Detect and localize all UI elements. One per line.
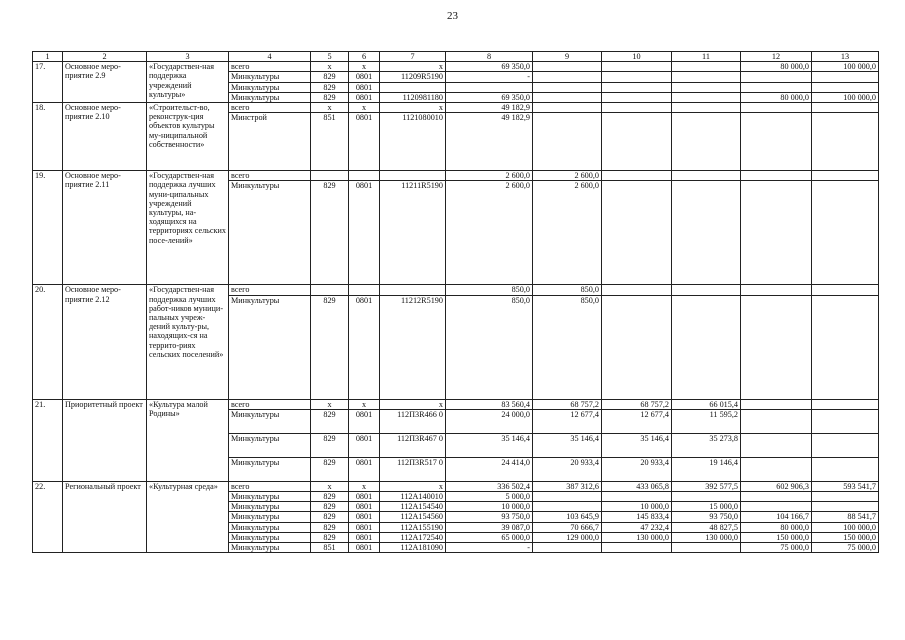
executor: Минстрой [229,113,311,171]
column-number-8: 8 [446,52,533,62]
amount-col-13: 593 541,7 [812,481,879,491]
amount-col-11 [672,181,741,285]
section-code: 0801 [349,532,380,542]
section-code [349,285,380,295]
column-number-3: 3 [147,52,229,62]
table-row [33,62,879,72]
amount-col-11 [672,492,741,502]
measure-name: Основное меро-приятие 2.10 [63,103,147,171]
column-number-1: 1 [33,52,63,62]
amount-col-12: 80 000,0 [741,92,812,102]
amount-col-9: 35 146,4 [533,433,602,457]
amount-col-8: 2 600,0 [446,181,533,285]
amount-col-11 [672,543,741,553]
target-article [380,285,446,295]
amount-col-8: 49 182,9 [446,103,533,113]
target-article: 1121080010 [380,113,446,171]
amount-col-11: 48 827,5 [672,522,741,532]
row-number: 19. [33,171,63,285]
amount-col-9 [533,62,602,72]
amount-col-12 [741,433,812,457]
grbs-code: 829 [311,433,349,457]
section-code: 0801 [349,543,380,553]
column-number-5: 5 [311,52,349,62]
amount-col-10 [602,72,672,82]
target-article: 112А154560 [380,512,446,522]
grbs-code: 829 [311,492,349,502]
amount-col-10 [602,62,672,72]
section-code: х [349,399,380,409]
amount-col-13: 100 000,0 [812,92,879,102]
amount-col-9: 2 600,0 [533,171,602,181]
amount-col-9: 129 000,0 [533,532,602,542]
target-article: 11211R5190 [380,181,446,285]
amount-col-13: 75 000,0 [812,543,879,553]
amount-col-12 [741,72,812,82]
column-number-9: 9 [533,52,602,62]
executor: Минкультуры [229,181,311,285]
target-article: 112А154540 [380,502,446,512]
amount-col-12 [741,409,812,433]
executor: Минкультуры [229,543,311,553]
amount-col-9: 20 933,4 [533,457,602,481]
section-code: х [349,62,380,72]
column-number-4: 4 [229,52,311,62]
table-row [33,285,879,295]
amount-col-12 [741,295,812,399]
amount-col-8: 850,0 [446,295,533,399]
row-number: 22. [33,481,63,552]
measure-name: Приоритетный проект [63,399,147,481]
executor: Минкультуры [229,82,311,92]
grbs-code: 829 [311,502,349,512]
column-number-7: 7 [380,52,446,62]
amount-col-13 [812,72,879,82]
measure-name: Основное меро-приятие 2.12 [63,285,147,399]
amount-col-11: 392 577,5 [672,481,741,491]
grbs-code: 829 [311,92,349,102]
amount-col-11 [672,82,741,92]
amount-col-11: 11 595,2 [672,409,741,433]
amount-col-12 [741,181,812,285]
amount-col-13: 88 541,7 [812,512,879,522]
amount-col-9 [533,72,602,82]
amount-col-12: 602 906,3 [741,481,812,491]
amount-col-8: 336 502,4 [446,481,533,491]
column-number-13: 13 [812,52,879,62]
amount-col-11 [672,295,741,399]
amount-col-12 [741,285,812,295]
grbs-code: 829 [311,72,349,82]
measure-description: «Государствен-ная поддержка лучших муни-ципальных учреждений культуры, на-ходящихся на территориях сельских посе-лений» [147,171,229,285]
column-number-2: 2 [63,52,147,62]
amount-col-12: 150 000,0 [741,532,812,542]
amount-col-11: 66 015,4 [672,399,741,409]
amount-col-8: 93 750,0 [446,512,533,522]
measure-description: «Строительст-во, реконструк-ция объектов культуры му-ниципальной собственности» [147,103,229,171]
table-header-row [33,52,879,62]
amount-col-9: 850,0 [533,285,602,295]
amount-col-13 [812,433,879,457]
target-article: 112А140010 [380,492,446,502]
table-row [33,481,879,491]
amount-col-8: 49 182,9 [446,113,533,171]
target-article: 1120981180 [380,92,446,102]
executor: всего [229,171,311,181]
amount-col-8: 69 350,0 [446,92,533,102]
section-code: 0801 [349,113,380,171]
executor: Минкультуры [229,522,311,532]
amount-col-8: 24 414,0 [446,457,533,481]
amount-col-8: 5 000,0 [446,492,533,502]
amount-col-11 [672,92,741,102]
page-number: 23 [447,10,458,22]
amount-col-13 [812,82,879,92]
amount-col-10 [602,103,672,113]
amount-col-8: 2 600,0 [446,171,533,181]
section-code: 0801 [349,433,380,457]
amount-col-13 [812,181,879,285]
executor: Минкультуры [229,492,311,502]
amount-col-9 [533,103,602,113]
executor: Минкультуры [229,512,311,522]
executor: Минкультуры [229,72,311,82]
target-article: х [380,62,446,72]
amount-col-9: 70 666,7 [533,522,602,532]
section-code: 0801 [349,181,380,285]
grbs-code [311,171,349,181]
amount-col-10: 47 232,4 [602,522,672,532]
amount-col-13: 100 000,0 [812,522,879,532]
amount-col-9 [533,543,602,553]
amount-col-12: 104 166,7 [741,512,812,522]
amount-col-10 [602,543,672,553]
amount-col-8: 83 560,4 [446,399,533,409]
measure-description: «Государствен-ная поддержка лучших работ-ников муници-пальных учреж-дений культу-ры, находящих-ся на террито-риях сельских поселений» [147,285,229,399]
amount-col-13 [812,409,879,433]
amount-col-9: 103 645,9 [533,512,602,522]
amount-col-13 [812,502,879,512]
target-article: 112П3R517 0 [380,457,446,481]
target-article [380,82,446,92]
table-row [33,103,879,113]
executor: Минкультуры [229,295,311,399]
amount-col-12 [741,502,812,512]
target-article: 112А155190 [380,522,446,532]
executor: всего [229,103,311,113]
grbs-code: 851 [311,543,349,553]
amount-col-11: 130 000,0 [672,532,741,542]
executor: Минкультуры [229,502,311,512]
amount-col-10: 10 000,0 [602,502,672,512]
amount-col-13 [812,492,879,502]
amount-col-10: 20 933,4 [602,457,672,481]
amount-col-8: 69 350,0 [446,62,533,72]
section-code: 0801 [349,512,380,522]
amount-col-11: 15 000,0 [672,502,741,512]
grbs-code: 829 [311,522,349,532]
amount-col-11 [672,72,741,82]
amount-col-9: 2 600,0 [533,181,602,285]
target-article: 112П3R466 0 [380,409,446,433]
amount-col-13 [812,399,879,409]
section-code: 0801 [349,295,380,399]
section-code: 0801 [349,522,380,532]
grbs-code: 829 [311,295,349,399]
amount-col-13: 150 000,0 [812,532,879,542]
amount-col-12 [741,82,812,92]
amount-col-9: 68 757,2 [533,399,602,409]
amount-col-9: 12 677,4 [533,409,602,433]
amount-col-8: - [446,543,533,553]
section-code: 0801 [349,492,380,502]
table-row [33,399,879,409]
grbs-code [311,285,349,295]
amount-col-10: 130 000,0 [602,532,672,542]
amount-col-10: 68 757,2 [602,399,672,409]
amount-col-10 [602,181,672,285]
grbs-code: х [311,399,349,409]
executor: всего [229,62,311,72]
amount-col-10 [602,492,672,502]
column-number-10: 10 [602,52,672,62]
amount-col-11: 93 750,0 [672,512,741,522]
section-code: 0801 [349,92,380,102]
amount-col-13 [812,103,879,113]
amount-col-11 [672,285,741,295]
grbs-code: 829 [311,82,349,92]
target-article: 112П3R467 0 [380,433,446,457]
amount-col-8: - [446,72,533,82]
amount-col-9 [533,113,602,171]
executor: всего [229,481,311,491]
amount-col-12 [741,113,812,171]
amount-col-12 [741,399,812,409]
amount-col-8 [446,82,533,92]
executor: Минкультуры [229,433,311,457]
grbs-code: 829 [311,457,349,481]
target-article: х [380,103,446,113]
amount-col-10 [602,82,672,92]
amount-col-11 [672,171,741,181]
grbs-code: х [311,62,349,72]
amount-col-9: 850,0 [533,295,602,399]
amount-col-8: 850,0 [446,285,533,295]
measure-name: Основное меро-приятие 2.11 [63,171,147,285]
amount-col-12 [741,492,812,502]
target-article: 11209R5190 [380,72,446,82]
amount-col-11: 19 146,4 [672,457,741,481]
executor: всего [229,285,311,295]
section-code: 0801 [349,457,380,481]
row-number: 20. [33,285,63,399]
measure-name: Региональный проект [63,481,147,552]
target-article [380,171,446,181]
grbs-code: 829 [311,512,349,522]
budget-table [32,51,879,553]
amount-col-12 [741,103,812,113]
grbs-code: 829 [311,409,349,433]
amount-col-13 [812,113,879,171]
amount-col-8: 39 087,0 [446,522,533,532]
table-row [33,171,879,181]
column-number-6: 6 [349,52,380,62]
amount-col-11 [672,113,741,171]
amount-col-8: 10 000,0 [446,502,533,512]
amount-col-12 [741,171,812,181]
amount-col-11 [672,103,741,113]
section-code [349,171,380,181]
row-number: 21. [33,399,63,481]
amount-col-10: 35 146,4 [602,433,672,457]
grbs-code: 829 [311,532,349,542]
amount-col-11: 35 273,8 [672,433,741,457]
amount-col-8: 35 146,4 [446,433,533,457]
amount-col-9 [533,92,602,102]
amount-col-9 [533,492,602,502]
section-code: 0801 [349,409,380,433]
amount-col-12: 80 000,0 [741,62,812,72]
column-number-12: 12 [741,52,812,62]
amount-col-13 [812,457,879,481]
amount-col-13 [812,171,879,181]
amount-col-8: 65 000,0 [446,532,533,542]
target-article: 112А181090 [380,543,446,553]
section-code: 0801 [349,82,380,92]
column-number-11: 11 [672,52,741,62]
executor: Минкультуры [229,532,311,542]
amount-col-10 [602,171,672,181]
amount-col-13: 100 000,0 [812,62,879,72]
row-number: 17. [33,62,63,103]
amount-col-10 [602,113,672,171]
executor: Минкультуры [229,457,311,481]
target-article: х [380,481,446,491]
section-code: х [349,103,380,113]
executor: Минкультуры [229,92,311,102]
grbs-code: х [311,103,349,113]
amount-col-12: 75 000,0 [741,543,812,553]
amount-col-13 [812,285,879,295]
grbs-code: 851 [311,113,349,171]
amount-col-10 [602,295,672,399]
row-number: 18. [33,103,63,171]
amount-col-9 [533,82,602,92]
amount-col-9 [533,502,602,512]
executor: Минкультуры [229,409,311,433]
amount-col-10 [602,92,672,102]
amount-col-12: 80 000,0 [741,522,812,532]
grbs-code: х [311,481,349,491]
section-code: 0801 [349,72,380,82]
executor: всего [229,399,311,409]
amount-col-10: 12 677,4 [602,409,672,433]
target-article: х [380,399,446,409]
amount-col-13 [812,295,879,399]
section-code: 0801 [349,502,380,512]
amount-col-10 [602,285,672,295]
target-article: 112А172540 [380,532,446,542]
amount-col-10: 433 065,8 [602,481,672,491]
measure-name: Основное меро-приятие 2.9 [63,62,147,103]
amount-col-8: 24 000,0 [446,409,533,433]
grbs-code: 829 [311,181,349,285]
amount-col-9: 387 312,6 [533,481,602,491]
measure-description: «Государствен-ная поддержка учреждений культуры» [147,62,229,103]
measure-description: «Культура малой Родины» [147,399,229,481]
amount-col-12 [741,457,812,481]
section-code: х [349,481,380,491]
target-article: 11212R5190 [380,295,446,399]
amount-col-10: 145 833,4 [602,512,672,522]
amount-col-11 [672,62,741,72]
measure-description: «Культурная среда» [147,481,229,552]
